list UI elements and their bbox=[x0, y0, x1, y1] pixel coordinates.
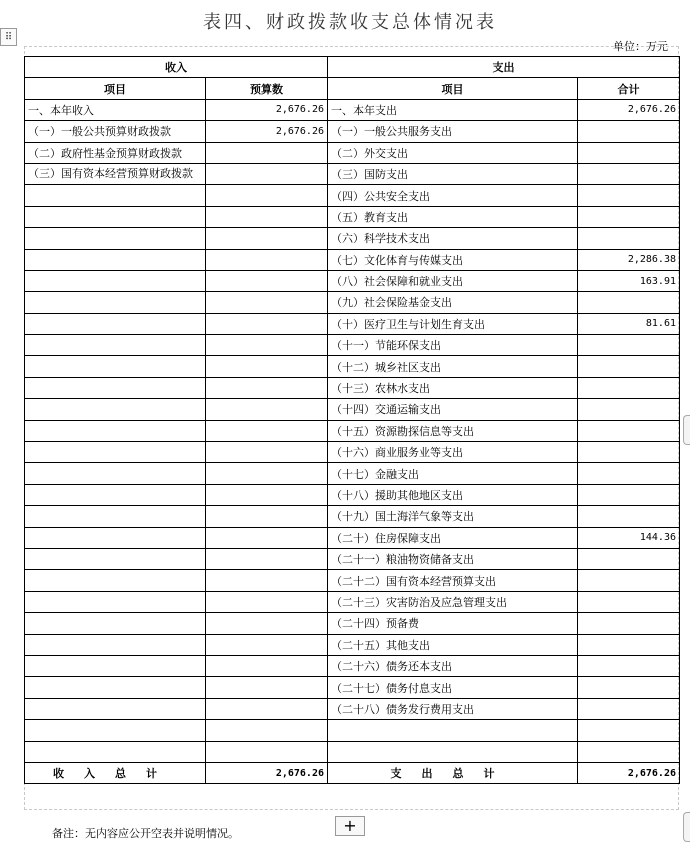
income-item-cell bbox=[25, 591, 206, 612]
expense-item-cell: （十九）国土海洋气象等支出 bbox=[328, 506, 578, 527]
expense-item-cell: （三）国防支出 bbox=[328, 163, 578, 184]
expense-amount-header: 合计 bbox=[578, 78, 680, 99]
expense-item-cell: （十一）节能环保支出 bbox=[328, 335, 578, 356]
income-value-cell bbox=[206, 677, 328, 698]
expense-item-cell bbox=[328, 741, 578, 762]
table-row bbox=[25, 442, 680, 463]
expense-value-cell bbox=[578, 655, 680, 676]
add-row-button[interactable]: + bbox=[335, 816, 365, 836]
table-row bbox=[25, 570, 680, 591]
expense-value-cell bbox=[578, 185, 680, 206]
income-item-cell bbox=[25, 206, 206, 227]
income-value-cell bbox=[206, 185, 328, 206]
income-item-cell bbox=[25, 420, 206, 441]
table-row bbox=[25, 121, 680, 142]
income-item-cell: 一、本年收入 bbox=[25, 99, 206, 120]
expense-item-cell: （十二）城乡社区支出 bbox=[328, 356, 578, 377]
expense-item-cell: （四）公共安全支出 bbox=[328, 185, 578, 206]
income-value-cell bbox=[206, 463, 328, 484]
table-row bbox=[25, 335, 680, 356]
side-scroll-tab-lower[interactable] bbox=[683, 812, 690, 842]
expense-item-cell: （二）外交支出 bbox=[328, 142, 578, 163]
income-item-cell: （二）政府性基金预算财政拨款 bbox=[25, 142, 206, 163]
expense-value-cell bbox=[578, 442, 680, 463]
table-row bbox=[25, 463, 680, 484]
expense-item-cell: （二十八）债务发行费用支出 bbox=[328, 698, 578, 719]
table-row bbox=[25, 249, 680, 270]
expense-item-cell bbox=[328, 720, 578, 741]
table-row bbox=[25, 228, 680, 249]
expense-item-cell: （一）一般公共服务支出 bbox=[328, 121, 578, 142]
income-value-cell bbox=[206, 442, 328, 463]
income-item-cell bbox=[25, 698, 206, 719]
income-total-value: 2,676.26 bbox=[206, 762, 328, 783]
income-value-cell bbox=[206, 399, 328, 420]
expense-value-cell bbox=[578, 399, 680, 420]
income-amount-header: 预算数 bbox=[206, 78, 328, 99]
income-item-cell bbox=[25, 442, 206, 463]
expense-value-cell bbox=[578, 463, 680, 484]
table-row bbox=[25, 377, 680, 398]
income-item-cell bbox=[25, 634, 206, 655]
income-item-cell bbox=[25, 356, 206, 377]
expense-value-cell bbox=[578, 228, 680, 249]
expense-value-cell: 163.91 bbox=[578, 270, 680, 291]
income-item-header: 项目 bbox=[25, 78, 206, 99]
table-row bbox=[25, 270, 680, 291]
expense-value-cell bbox=[578, 420, 680, 441]
expense-value-cell bbox=[578, 292, 680, 313]
income-value-cell bbox=[206, 720, 328, 741]
unit-label: 单位：万元 bbox=[613, 40, 668, 53]
table-row bbox=[25, 591, 680, 612]
income-value-cell bbox=[206, 613, 328, 634]
expense-item-cell: （二十五）其他支出 bbox=[328, 634, 578, 655]
page-title: 表四、财政拨款收支总体情况表 bbox=[203, 12, 497, 33]
expense-value-cell bbox=[578, 163, 680, 184]
table-row bbox=[25, 655, 680, 676]
expense-item-cell: （十）医疗卫生与计划生育支出 bbox=[328, 313, 578, 334]
income-item-cell bbox=[25, 548, 206, 569]
income-item-cell bbox=[25, 570, 206, 591]
expense-item-cell: （十六）商业服务业等支出 bbox=[328, 442, 578, 463]
income-item-cell bbox=[25, 377, 206, 398]
expense-value-cell bbox=[578, 570, 680, 591]
income-value-cell bbox=[206, 655, 328, 676]
table-row bbox=[25, 634, 680, 655]
income-item-cell bbox=[25, 655, 206, 676]
expense-item-header: 项目 bbox=[328, 78, 578, 99]
expense-section-header: 支出 bbox=[328, 57, 680, 78]
income-item-cell: （三）国有资本经营预算财政拨款 bbox=[25, 163, 206, 184]
table-row bbox=[25, 677, 680, 698]
expense-value-cell bbox=[578, 356, 680, 377]
income-item-cell bbox=[25, 463, 206, 484]
expense-item-cell: （六）科学技术支出 bbox=[328, 228, 578, 249]
table-row bbox=[25, 484, 680, 505]
income-value-cell bbox=[206, 484, 328, 505]
income-item-cell bbox=[25, 270, 206, 291]
finance-table bbox=[24, 56, 680, 784]
expense-item-cell: （二十三）灾害防治及应急管理支出 bbox=[328, 591, 578, 612]
income-item-cell bbox=[25, 741, 206, 762]
expense-value-cell bbox=[578, 698, 680, 719]
income-total-label: 收入总计 bbox=[25, 762, 206, 783]
income-item-cell bbox=[25, 613, 206, 634]
expense-value-cell bbox=[578, 720, 680, 741]
table-row bbox=[25, 99, 680, 120]
expense-total-value: 2,676.26 bbox=[578, 762, 680, 783]
expense-value-cell bbox=[578, 506, 680, 527]
income-item-cell: （一）一般公共预算财政拨款 bbox=[25, 121, 206, 142]
income-item-cell bbox=[25, 399, 206, 420]
totals-row bbox=[25, 762, 680, 783]
expense-value-cell bbox=[578, 613, 680, 634]
expense-total-label: 支出总计 bbox=[328, 762, 578, 783]
expense-value-cell: 2,676.26 bbox=[578, 99, 680, 120]
income-value-cell bbox=[206, 548, 328, 569]
income-value-cell bbox=[206, 506, 328, 527]
table-row bbox=[25, 185, 680, 206]
expense-item-cell: （二十二）国有资本经营预算支出 bbox=[328, 570, 578, 591]
income-value-cell bbox=[206, 206, 328, 227]
table-row bbox=[25, 163, 680, 184]
income-item-cell bbox=[25, 335, 206, 356]
table-row bbox=[25, 292, 680, 313]
expense-item-cell: 一、本年支出 bbox=[328, 99, 578, 120]
expense-item-cell: （二十一）粮油物资储备支出 bbox=[328, 548, 578, 569]
income-value-cell: 2,676.26 bbox=[206, 99, 328, 120]
expense-item-cell: （二十四）预备费 bbox=[328, 613, 578, 634]
expense-value-cell bbox=[578, 591, 680, 612]
expense-item-cell: （二十七）债务付息支出 bbox=[328, 677, 578, 698]
table-row bbox=[25, 356, 680, 377]
income-item-cell bbox=[25, 249, 206, 270]
expense-item-cell: （十七）金融支出 bbox=[328, 463, 578, 484]
income-item-cell bbox=[25, 527, 206, 548]
table-row bbox=[25, 313, 680, 334]
expense-item-cell: （十五）资源勘探信息等支出 bbox=[328, 420, 578, 441]
income-value-cell bbox=[206, 420, 328, 441]
expense-item-cell: （八）社会保障和就业支出 bbox=[328, 270, 578, 291]
income-value-cell bbox=[206, 527, 328, 548]
table-row bbox=[25, 741, 680, 762]
income-value-cell bbox=[206, 313, 328, 334]
income-item-cell bbox=[25, 185, 206, 206]
income-section-header: 收入 bbox=[25, 57, 328, 78]
expense-item-cell: （二十六）债务还本支出 bbox=[328, 655, 578, 676]
income-value-cell bbox=[206, 142, 328, 163]
income-item-cell bbox=[25, 484, 206, 505]
expense-value-cell bbox=[578, 484, 680, 505]
expense-value-cell bbox=[578, 548, 680, 569]
income-value-cell bbox=[206, 591, 328, 612]
column-header-row bbox=[25, 78, 680, 99]
income-value-cell bbox=[206, 698, 328, 719]
expense-value-cell bbox=[578, 677, 680, 698]
drag-handle-icon: ⠿ bbox=[4, 32, 13, 43]
expense-value-cell bbox=[578, 377, 680, 398]
income-value-cell bbox=[206, 270, 328, 291]
table-row bbox=[25, 527, 680, 548]
income-value-cell bbox=[206, 356, 328, 377]
table-row bbox=[25, 399, 680, 420]
table-row bbox=[25, 206, 680, 227]
table-row bbox=[25, 548, 680, 569]
income-item-cell bbox=[25, 720, 206, 741]
income-item-cell bbox=[25, 677, 206, 698]
expense-value-cell bbox=[578, 634, 680, 655]
footnote: 备注：无内容应公开空表并说明情况。 bbox=[52, 827, 239, 840]
income-item-cell bbox=[25, 228, 206, 249]
table-row bbox=[25, 720, 680, 741]
income-value-cell bbox=[206, 335, 328, 356]
income-value-cell bbox=[206, 741, 328, 762]
income-value-cell bbox=[206, 377, 328, 398]
table-row bbox=[25, 506, 680, 527]
expense-item-cell: （十四）交通运输支出 bbox=[328, 399, 578, 420]
section-header-row bbox=[25, 57, 680, 78]
expense-value-cell bbox=[578, 206, 680, 227]
income-value-cell bbox=[206, 634, 328, 655]
income-value-cell bbox=[206, 228, 328, 249]
expense-item-cell: （十八）援助其他地区支出 bbox=[328, 484, 578, 505]
expense-item-cell: （二十）住房保障支出 bbox=[328, 527, 578, 548]
income-item-cell bbox=[25, 313, 206, 334]
income-item-cell bbox=[25, 292, 206, 313]
income-value-cell bbox=[206, 570, 328, 591]
expense-item-cell: （七）文化体育与传媒支出 bbox=[328, 249, 578, 270]
expense-value-cell: 2,286.38 bbox=[578, 249, 680, 270]
expense-value-cell bbox=[578, 335, 680, 356]
expense-item-cell: （十三）农林水支出 bbox=[328, 377, 578, 398]
income-value-cell: 2,676.26 bbox=[206, 121, 328, 142]
income-item-cell bbox=[25, 506, 206, 527]
table-row bbox=[25, 142, 680, 163]
expense-item-cell: （九）社会保险基金支出 bbox=[328, 292, 578, 313]
expense-value-cell bbox=[578, 741, 680, 762]
income-value-cell bbox=[206, 249, 328, 270]
table-row bbox=[25, 613, 680, 634]
expense-value-cell: 144.36 bbox=[578, 527, 680, 548]
table-row bbox=[25, 698, 680, 719]
table-row bbox=[25, 420, 680, 441]
income-value-cell bbox=[206, 292, 328, 313]
expense-value-cell bbox=[578, 121, 680, 142]
side-scroll-tab-upper[interactable] bbox=[683, 415, 690, 445]
expense-value-cell: 81.61 bbox=[578, 313, 680, 334]
expense-item-cell: （五）教育支出 bbox=[328, 206, 578, 227]
expense-value-cell bbox=[578, 142, 680, 163]
income-value-cell bbox=[206, 163, 328, 184]
